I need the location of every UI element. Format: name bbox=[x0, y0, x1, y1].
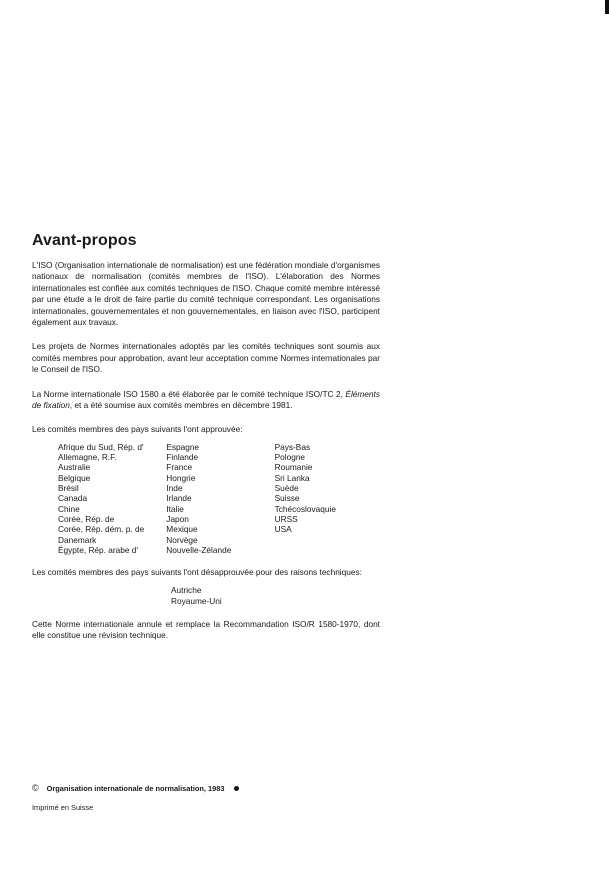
country-item: Pologne bbox=[274, 452, 306, 463]
country-item: Égypte, Rép. arabe d' bbox=[58, 544, 138, 555]
country-item: Corée, Rép. dém. p. de bbox=[58, 524, 145, 535]
disapproving-country-item: Autriche bbox=[171, 584, 202, 595]
country-item: Danemark bbox=[58, 534, 97, 545]
approved-countries-col1 bbox=[58, 442, 166, 555]
document-body bbox=[32, 232, 380, 641]
page-title: Avant-propos bbox=[32, 232, 137, 249]
approval-intro: Les comités membres des pays suivants l'ont approuvée: bbox=[32, 424, 243, 435]
country-item: Suède bbox=[274, 483, 299, 494]
country-item: Suisse bbox=[274, 493, 300, 504]
country-item: Italie bbox=[166, 503, 184, 514]
country-item: Corée, Rép. de bbox=[58, 513, 115, 524]
copyright-line bbox=[32, 783, 239, 793]
copyright-text: Organisation internationale de normalisation, 1983 bbox=[46, 783, 225, 793]
disapproval-intro: Les comités membres des pays suivants l'ont désapprouvée pour des raisons techniques: bbox=[32, 567, 362, 578]
copyright-icon: © bbox=[32, 783, 39, 793]
disapproved-countries-list bbox=[171, 585, 380, 607]
country-item: USA bbox=[274, 524, 292, 535]
paragraph-iso-intro: L'ISO (Organisation internationale de normalisation) est une fédération mondiale d'organismes nationaux de normalisation (comités membres de l'ISO). L'élaboration des Normes internationales est confiée aux comités techniques de l'ISO. Chaque comité membre intéressé par une étude a le droit de faire partie du comité technique correspondant. Les organisations internationales, gouvernementales et non gouvernementales, en liaison avec l'ISO, participent également aux travaux. bbox=[32, 260, 380, 328]
country-item: Chine bbox=[58, 503, 80, 514]
country-item: France bbox=[166, 462, 193, 473]
paragraph-elaboration bbox=[32, 389, 380, 412]
country-item: Hongrie bbox=[166, 472, 196, 483]
country-item: Tchécoslovaquie bbox=[274, 503, 336, 514]
country-item: Allemagne, R.F. bbox=[58, 452, 117, 463]
country-item: Mexique bbox=[166, 524, 198, 535]
country-item: Espagne bbox=[166, 441, 200, 452]
country-item: Inde bbox=[166, 483, 183, 494]
country-item: Japon bbox=[166, 513, 189, 524]
country-item: Sri Lanka bbox=[274, 472, 310, 483]
paragraph-approval-process: Les projets de Normes internationales adoptés par les comités techniques sont soumis aux comités membres pour approbation, avant leur acceptation comme Normes internationales par le Conseil de l'ISO. bbox=[32, 341, 380, 375]
approved-countries-list bbox=[58, 442, 380, 555]
country-item: Brésil bbox=[58, 483, 79, 494]
country-item: Australie bbox=[58, 462, 91, 473]
bullet-icon bbox=[234, 786, 239, 791]
country-item: Roumanie bbox=[274, 462, 313, 473]
disapproving-country-item: Royaume-Uni bbox=[171, 595, 222, 606]
country-item: Belgique bbox=[58, 472, 91, 483]
revision-note: Cette Norme internationale annule et remplace la Recommandation ISO/R 1580-1970, dont elle constitue une révision technique. bbox=[32, 618, 380, 640]
elaboration-committee-title: Éléments de fixation bbox=[32, 388, 380, 411]
elaboration-text-before: La Norme internationale ISO 1580 a été élaborée par le comité technique ISO/TC 2, bbox=[32, 388, 346, 399]
approved-countries-col3 bbox=[275, 442, 380, 555]
country-item: Canada bbox=[58, 493, 88, 504]
corner-mark bbox=[605, 0, 609, 14]
country-item: Irlande bbox=[166, 493, 192, 504]
country-item: Finlande bbox=[166, 452, 199, 463]
elaboration-text-after: , et a été soumise aux comités membres en décembre 1981. bbox=[69, 400, 293, 411]
approved-countries-col2 bbox=[166, 442, 274, 555]
country-item: URSS bbox=[274, 513, 298, 524]
country-item: Pays-Bas bbox=[274, 441, 311, 452]
country-item: Nouvelle-Zélande bbox=[166, 544, 232, 555]
printed-in: Imprimé en Suisse bbox=[32, 803, 94, 812]
country-item: Norvège bbox=[166, 534, 198, 545]
country-item: Afrique du Sud, Rép. d' bbox=[58, 441, 144, 452]
